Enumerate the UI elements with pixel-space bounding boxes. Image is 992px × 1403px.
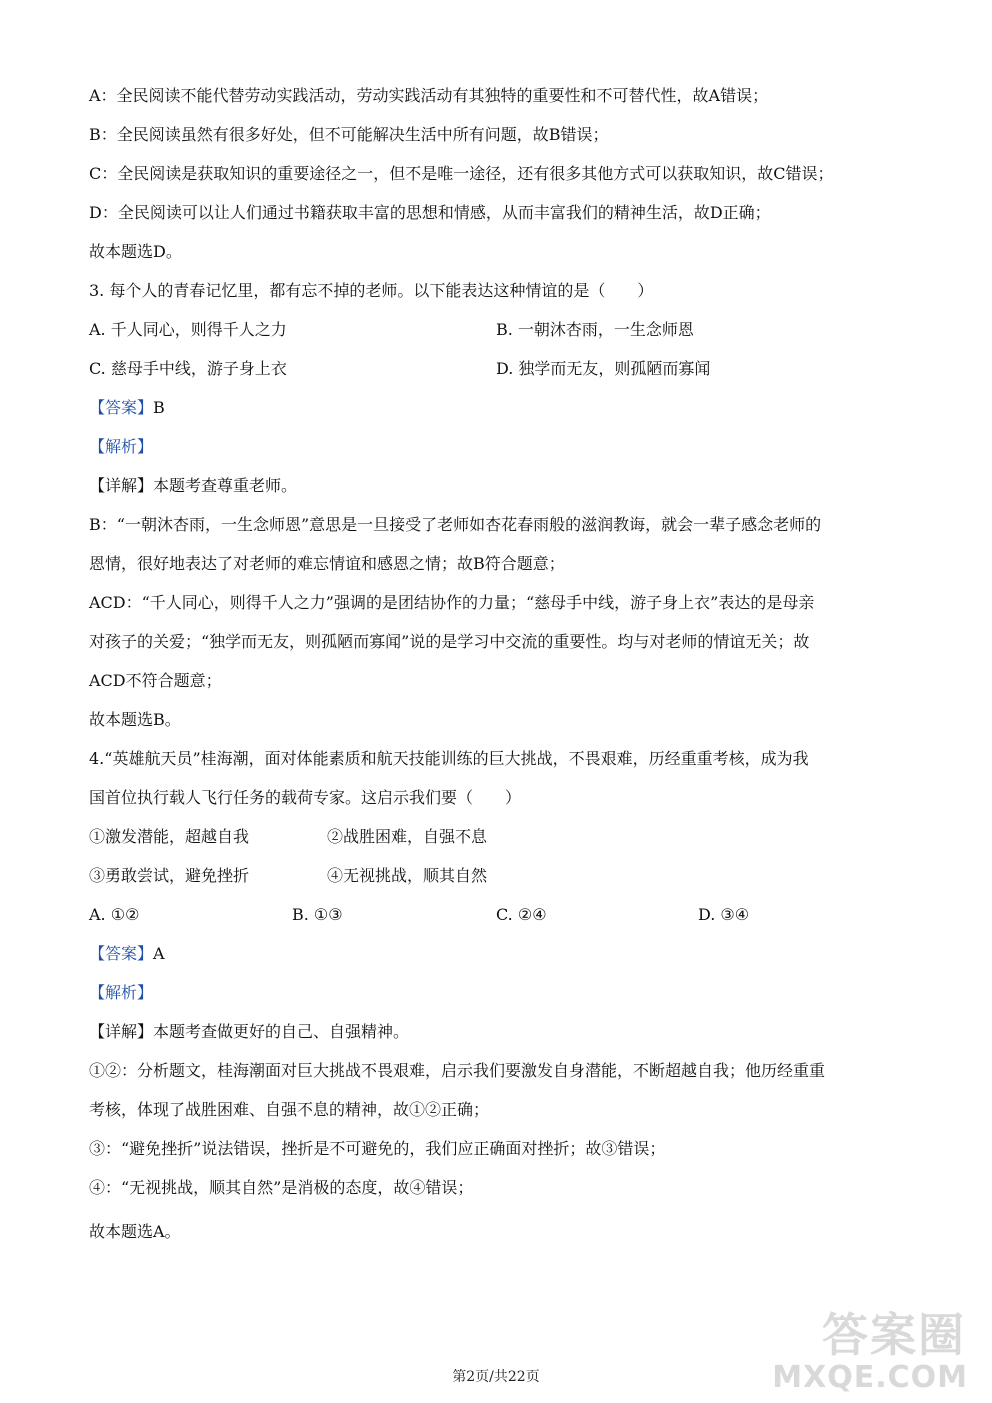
q3-explain-line: 恩情，很好地表达了对老师的难忘情谊和感恩之情；故B符合题意； [89, 554, 565, 573]
q2-explain-d: D：全民阅读可以让人们通过书籍获取丰富的思想和情感，从而丰富我们的精神生活，故D正确； [89, 203, 771, 222]
q3-explain-line: B：“一朝沐杏雨，一生念师恩”意思是一旦接受了老师如杏花春雨般的滋润教诲，就会一辈子感念老师的 [89, 515, 822, 534]
q4-option-b: B. ①③ [292, 905, 343, 924]
q3-conclusion: 故本题选B。 [89, 710, 181, 729]
q3-explain-line: ACD不符合题意； [89, 671, 222, 690]
q3-option-b: B. 一朝沐杏雨，一生念师恩 [496, 320, 694, 339]
page-number: 第2页/共22页 [452, 1369, 540, 1385]
watermark-bottom-text: MXQE.COM [772, 1360, 968, 1395]
q2-explain-c: C：全民阅读是获取知识的重要途径之一，但不是唯一途径，还有很多其他方式可以获取知识，故C错误； [89, 164, 834, 183]
q4-explain-line: ④：“无视挑战，顺其自然”是消极的态度，故④错误； [89, 1178, 474, 1197]
q3-stem: 3. 每个人的青春记忆里，都有忘不掉的老师。以下能表达这种情谊的是（ ） [89, 281, 654, 300]
site-watermark-logo [772, 1299, 972, 1395]
q4-detail-text: 本题考查做更好的自己、自强精神。 [153, 1022, 410, 1041]
q4-answer-tag: 【答案】 [89, 944, 154, 963]
q3-detail [89, 476, 297, 496]
q4-detail [89, 1022, 409, 1042]
q3-detail-tag: 【详解】 [89, 476, 154, 495]
q2-explain-a: A：全民阅读不能代替劳动实践活动，劳动实践活动有其独特的重要性和不可替代性，故A错误； [89, 86, 769, 105]
q4-explain-line: ①②：分析题文，桂海潮面对巨大挑战不畏艰难，启示我们要激发自身潜能，不断超越自我；他历经重重 [89, 1061, 826, 1080]
q4-answer [89, 944, 165, 964]
q4-option-d: D. ③④ [698, 905, 750, 924]
q4-stem-line: 国首位执行载人飞行任务的载荷专家。这启示我们要（ ） [89, 788, 522, 807]
q4-explain-line: ③：“避免挫折”说法错误，挫折是不可避免的，我们应正确面对挫折；故③错误； [89, 1139, 666, 1158]
q3-answer [89, 398, 165, 418]
q4-explain-line: 考核，体现了战胜困难、自强不息的精神，故①②正确； [89, 1100, 490, 1119]
q4-option-c: C. ②④ [496, 905, 547, 924]
q4-conclusion: 故本题选A。 [89, 1222, 181, 1241]
q3-option-d: D. 独学而无友，则孤陋而寡闻 [496, 359, 711, 378]
q2-conclusion: 故本题选D。 [89, 242, 182, 261]
q4-detail-tag: 【详解】 [89, 1022, 154, 1041]
q3-detail-text: 本题考查尊重老师。 [153, 476, 298, 495]
q4-answer-value: A [153, 944, 165, 963]
q2-explain-b: B：全民阅读虽然有很多好处，但不可能解决生活中所有问题，故B错误； [89, 125, 609, 144]
q3-option-c: C. 慈母手中线，游子身上衣 [89, 359, 287, 378]
q3-answer-tag: 【答案】 [89, 398, 154, 417]
q4-stem-line: 4.“英雄航天员”桂海潮，面对体能素质和航天技能训练的巨大挑战，不畏艰难，历经重重考核，成为我 [89, 749, 809, 768]
q4-option-a: A. ①② [89, 905, 140, 924]
q3-explain-line: ACD：“千人同心，则得千人之力”强调的是团结协作的力量；“慈母手中线，游子身上衣”表达的是母亲 [89, 593, 815, 612]
q4-item-1: ①激发潜能，超越自我 [89, 827, 250, 846]
q4-item-2: ②战胜困难，自强不息 [327, 827, 488, 846]
q4-item-3: ③勇敢尝试，避免挫折 [89, 866, 250, 885]
q3-analysis-tag: 【解析】 [89, 437, 154, 456]
watermark-top-text: 答案圈 [822, 1308, 966, 1362]
q4-analysis-tag: 【解析】 [89, 983, 154, 1002]
q3-answer-value: B [153, 398, 165, 417]
q4-item-4: ④无视挑战，顺其自然 [327, 866, 488, 885]
q3-option-a: A. 千人同心，则得千人之力 [89, 320, 287, 339]
q3-explain-line: 对孩子的关爱；“独学而无友，则孤陋而寡闻”说的是学习中交流的重要性。均与对老师的情谊无关；故 [89, 632, 810, 651]
